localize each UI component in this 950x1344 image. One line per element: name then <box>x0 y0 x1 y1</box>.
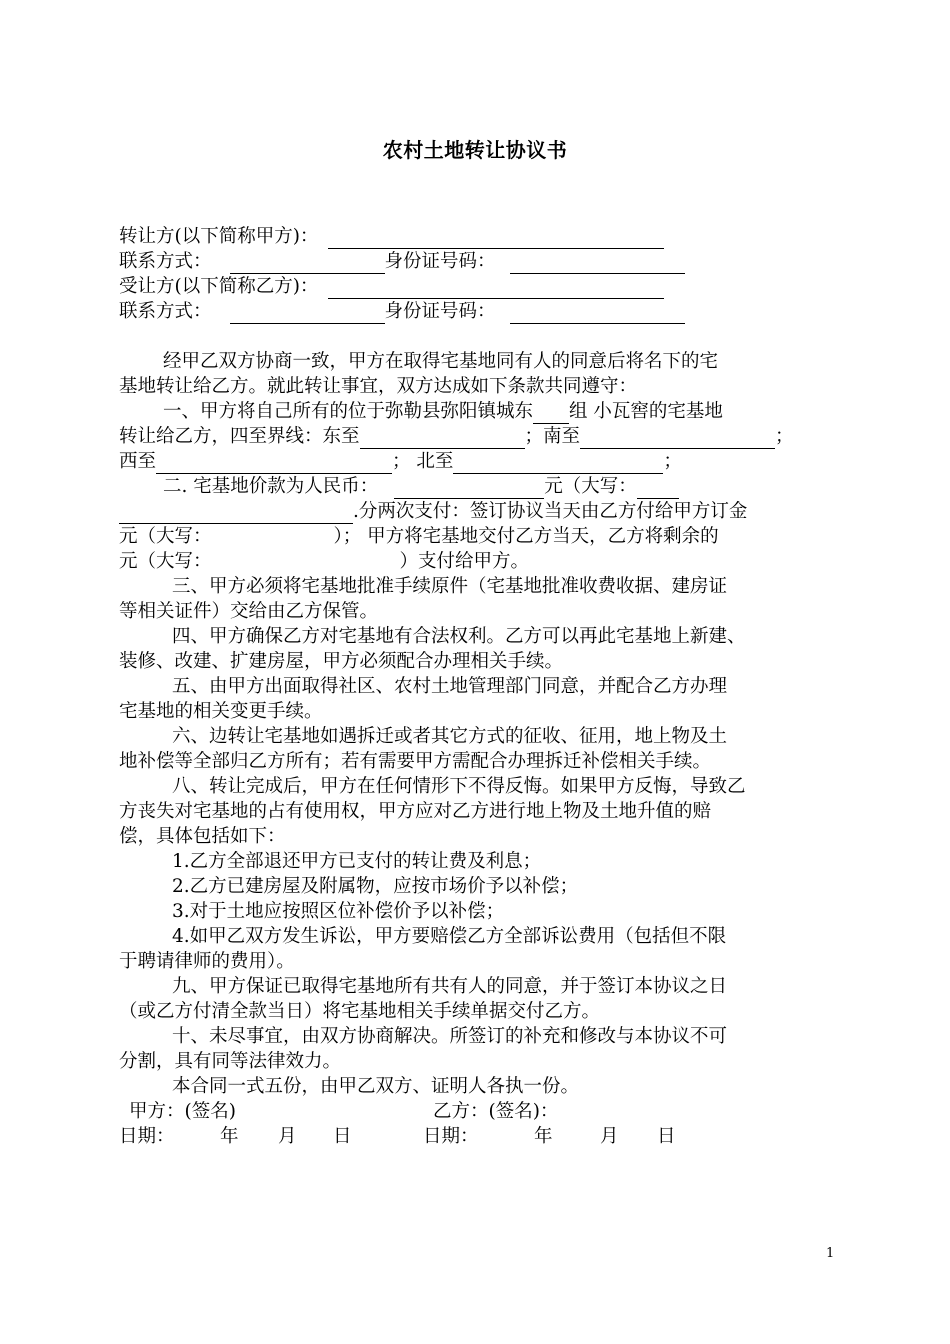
clause-1-text-a: 一、甲方将自己所有的位于弥勒县弥阳镇城东 <box>163 401 534 422</box>
party-a-date-label: 日期： <box>119 1126 175 1147</box>
transferee-id-field[interactable] <box>510 304 685 324</box>
clause-9-line-1: 九、甲方保证已取得宅基地所有共有人的同意，并于签订本协议之日 <box>172 976 728 997</box>
clause-8-line-1: 八、转让完成后，甲方在任何情形下不得反悔。如果甲方反悔，导致乙 <box>172 776 746 797</box>
clause-2-line-1 <box>163 475 679 499</box>
clause-1-line-1 <box>163 400 723 424</box>
clause-8-item-2: 2.乙方已建房屋及附属物，应按市场价予以补偿； <box>172 876 579 897</box>
transferor-contact-line <box>119 250 685 274</box>
clause-1-text-g: ； 北至 <box>392 451 454 472</box>
price-field[interactable] <box>394 479 544 499</box>
clause-8-item-3: 3.对于土地应按照区位补偿价予以补偿； <box>172 901 505 922</box>
clause-3-line-1: 三、甲方必须将宅基地批准手续原件（宅基地批准收费收据、建房证 <box>172 576 728 597</box>
transferee-id-label: 身份证号码： <box>384 301 496 322</box>
transferee-name-field[interactable] <box>328 279 664 299</box>
clause-4-line-2: 装修、改建、扩建房屋，甲方必须配合办理相关手续。 <box>119 651 564 672</box>
clause-2-line-3 <box>119 525 719 549</box>
transferee-contact-label: 联系方式： <box>119 301 212 322</box>
clause-5-line-2: 宅基地的相关变更手续。 <box>119 701 323 722</box>
clause-10-line-2: 分割，具有同等法律效力。 <box>119 1051 342 1072</box>
transferor-contact-field[interactable] <box>230 254 385 274</box>
transferor-contact-label: 联系方式： <box>119 251 212 272</box>
party-a-day-label: 日 <box>333 1126 352 1147</box>
clause-8-item-1: 1.乙方全部退还甲方已支付的转让费及利息； <box>172 851 542 872</box>
party-b-day-label: 日 <box>657 1126 676 1147</box>
clause-1-text-h: ； <box>663 451 682 472</box>
clause-8-line-3: 偿，具体包括如下： <box>119 826 286 847</box>
price-words-field[interactable] <box>637 479 679 499</box>
intro-line-2: 基地转让给乙方。就此转让事宜，双方达成如下条款共同遵守： <box>119 376 638 397</box>
transferor-name-field[interactable] <box>328 229 664 249</box>
transferor-line <box>119 225 664 249</box>
clause-1-line-2 <box>119 425 794 449</box>
clause-6-line-1: 六、边转让宅基地如遇拆迁或者其它方式的征收、征用，地上物及土 <box>172 726 728 747</box>
clause-8-item-4-line-1: 4.如甲乙双方发生诉讼，甲方要赔偿乙方全部诉讼费用（包括但不限 <box>172 926 727 947</box>
clause-1-text-c: 转让给乙方，四至界线：东至 <box>119 426 360 447</box>
clause-9-line-2: （或乙方付清全款当日）将宅基地相关手续单据交付乙方。 <box>119 1001 601 1022</box>
clause-3-line-2: 等相关证件）交给由乙方保管。 <box>119 601 379 622</box>
clause-8-item-4-line-2: 于聘请律师的费用）。 <box>119 951 295 972</box>
south-boundary-field[interactable] <box>580 429 775 449</box>
clause-1-text-f: 西至 <box>119 451 157 472</box>
clause-4-line-1: 四、甲方确保乙方对宅基地有合法权利。乙方可以再此宅基地上新建、 <box>172 626 746 647</box>
clause-2-text-g: ）支付给甲方。 <box>399 551 530 572</box>
party-b-month-label: 月 <box>600 1126 619 1147</box>
clause-6-line-2: 地补偿等全部归乙方所有；若有需要甲方需配合办理拆迁补偿相关手续。 <box>119 751 712 772</box>
page-number: 1 <box>826 1246 835 1261</box>
transferor-id-label: 身份证号码： <box>384 251 496 272</box>
clause-1-line-3 <box>119 450 682 474</box>
west-boundary-field[interactable] <box>156 454 392 474</box>
party-b-date-label: 日期： <box>423 1126 479 1147</box>
clause-2-line-2 <box>119 500 747 524</box>
party-a-year-label: 年 <box>220 1126 239 1147</box>
transferor-label: 转让方(以下简称甲方)： <box>119 226 319 247</box>
transferee-contact-line <box>119 300 685 324</box>
party-a-month-label: 月 <box>278 1126 297 1147</box>
clause-2-text-f: 元（大写： <box>119 551 212 572</box>
party-b-year-label: 年 <box>534 1126 553 1147</box>
document-title: 农村土地转让协议书 <box>382 138 568 162</box>
intro-line-1: 经甲乙双方协商一致，甲方在取得宅基地同有人的同意后将名下的宅 <box>163 351 719 372</box>
party-a-signature-label: 甲方：(签名) <box>129 1101 236 1122</box>
east-boundary-field[interactable] <box>360 429 525 449</box>
transferor-id-field[interactable] <box>510 254 685 274</box>
clause-2-text-e: ）； 甲方将宅基地交付乙方当天，乙方将剩余的 <box>333 526 719 547</box>
clause-2-line-4 <box>119 550 529 574</box>
north-boundary-field[interactable] <box>453 454 663 474</box>
clause-1-text-d: ；南至 <box>524 426 581 447</box>
clause-8-line-2: 方丧失对宅基地的占有使用权，甲方应对乙方进行地上物及土地升值的赔 <box>119 801 712 822</box>
clause-2-text-c: .分两次支付：签订协议当天由乙方付给甲方订金 <box>353 501 748 522</box>
price-words-continued-field[interactable] <box>119 504 353 524</box>
transferee-contact-field[interactable] <box>230 304 385 324</box>
copies-line: 本合同一式五份，由甲乙双方、证明人各执一份。 <box>172 1076 580 1097</box>
transferee-label: 受让方(以下简称乙方)： <box>119 276 319 297</box>
group-number-field[interactable] <box>533 404 569 424</box>
clause-2-text-d: 元（大写： <box>119 526 212 547</box>
party-b-signature-label: 乙方：(签名)： <box>433 1101 559 1122</box>
clause-2-text-b: 元（大写： <box>544 476 637 497</box>
clause-10-line-1: 十、未尽事宜，由双方协商解决。所签订的补充和修改与本协议不可 <box>172 1026 728 1047</box>
clause-1-text-b: 组 小瓦窖的宅基地 <box>569 401 723 422</box>
clause-1-text-e: ； <box>775 426 794 447</box>
transferee-line <box>119 275 664 299</box>
clause-2-text-a: 二. 宅基地价款为人民币： <box>163 476 379 497</box>
clause-5-line-1: 五、由甲方出面取得社区、农村土地管理部门同意，并配合乙方办理 <box>172 676 728 697</box>
